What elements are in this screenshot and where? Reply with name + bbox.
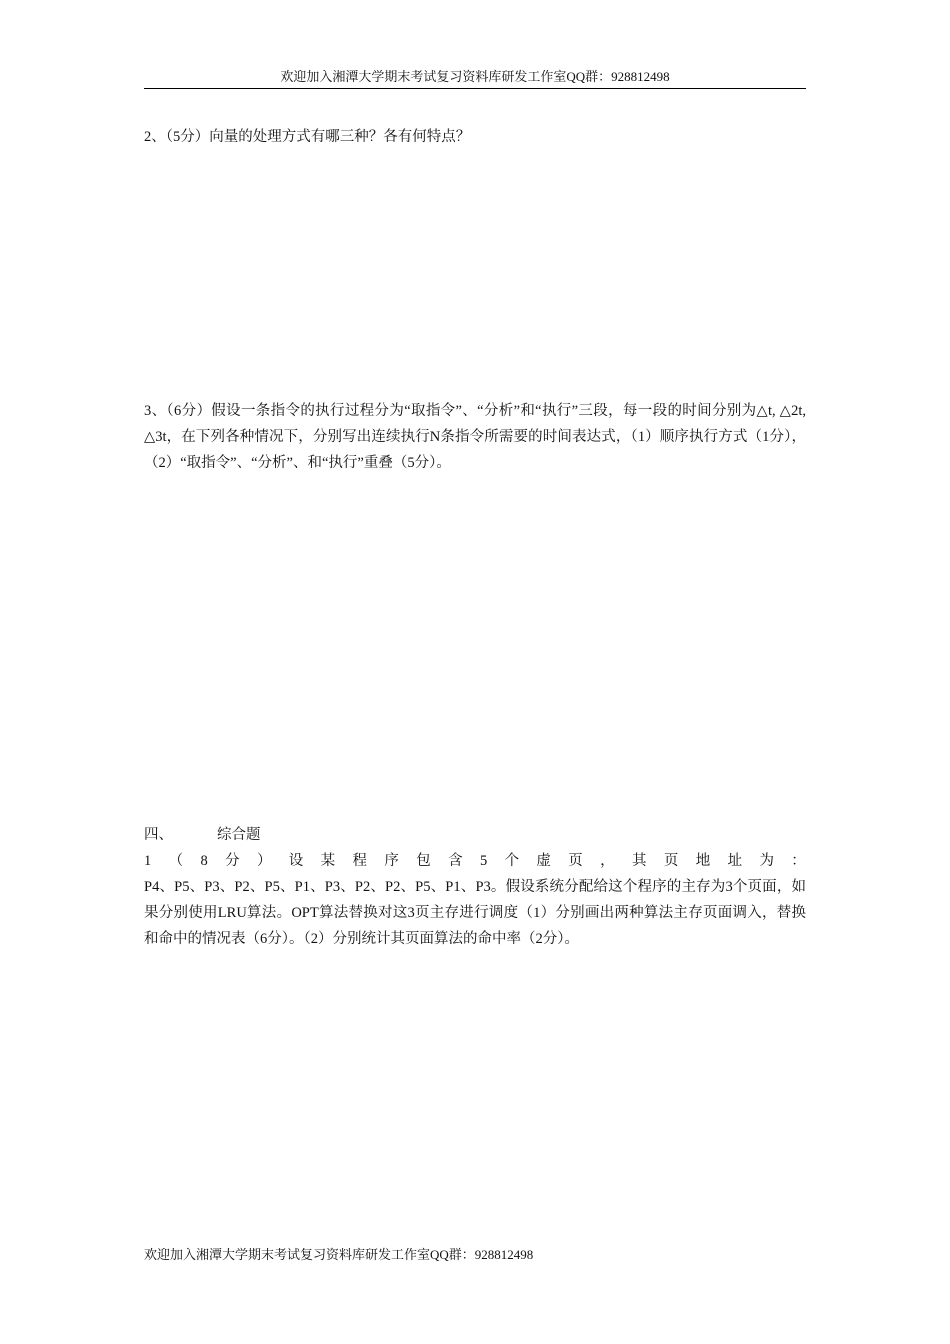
page-footer: 欢迎加入湘潭大学期末考试复习资料库研发工作室QQ群：928812498	[144, 1247, 534, 1262]
section-number: 四、	[144, 827, 173, 843]
question-1-first-line	[144, 848, 806, 874]
question-2: 2、（5分）向量的处理方式有哪三种？各有何特点？	[144, 129, 471, 145]
question-1-char: 虚	[536, 853, 551, 869]
question-1-char: 8	[200, 853, 208, 869]
question-1-char: 地	[695, 853, 711, 869]
question-1-char: （	[168, 853, 184, 869]
question-3: 3、（6分）假设一条指令的执行过程分为“取指令”、“分析”和“执行”三段，每一段的时间分别为△t, △2t, △3t，在下列各种情况下，分别写出连续执行N条指令所需要的时间表达式，（1）顺序执行方式（1分），（2）“取指令”、“分析”、和“执行”重叠（5分）。	[144, 403, 806, 471]
question-1-char: ，	[600, 853, 615, 869]
question-1-body: P4、P5、P3、P2、P5、P1、P3、P2、P2、P5、P1、P3。假设系统分配给这个程序的主存为3个页面，如果分别使用LRU算法。OPT算法替换对这3页主存进行调度（1）分别画出两种算法主存页面调入，替换和命中的情况表（6分）。（2）分别统计其页面算法的命中率（2分）。	[144, 879, 806, 947]
question-1-char: 某	[320, 853, 336, 869]
question-1-char: 包	[416, 853, 431, 869]
question-1-char: 址	[727, 853, 743, 869]
question-1-char: 设	[288, 853, 304, 869]
question-1-char: 页	[663, 853, 679, 869]
section-title: 综合题	[217, 827, 261, 843]
question-1-char: ）	[256, 853, 272, 869]
question-1-char: ：	[791, 853, 806, 869]
question-1-char: 含	[448, 853, 463, 869]
question-1-char: 页	[568, 853, 583, 869]
question-1-char: 程	[352, 853, 368, 869]
question-1-char: 序	[384, 853, 399, 869]
section-comprehensive	[144, 822, 806, 952]
section-heading	[144, 822, 806, 848]
question-1-char: 为	[759, 853, 774, 869]
question-1-char: 分	[225, 853, 240, 869]
question-1-char: 1	[144, 853, 152, 869]
question-1-char: 个	[504, 853, 520, 869]
question-1-char: 其	[632, 853, 647, 869]
page-header: 欢迎加入湘潭大学期末考试复习资料库研发工作室QQ群：928812498	[144, 68, 806, 89]
question-1-char: 5	[479, 853, 488, 869]
